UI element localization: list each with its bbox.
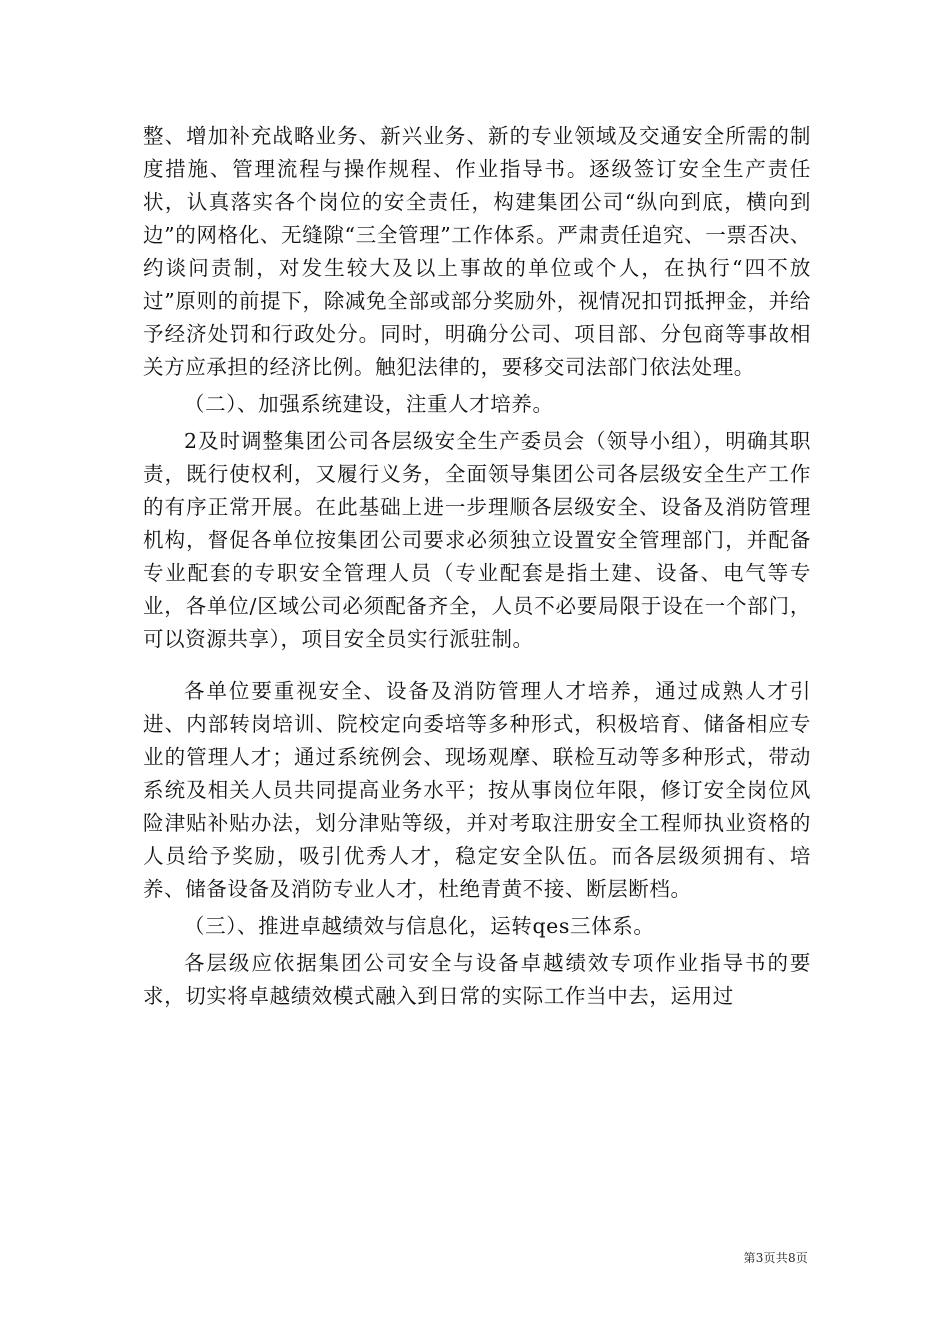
section-heading-2: （二）、加强系统建设，注重人才培养。 <box>184 392 554 416</box>
page-number: 第3页共8页 <box>743 1251 808 1265</box>
paragraph-talent-training: 各单位要重视安全、设备及消防管理人才培养，通过成熟人才引进、内部转岗培训、院校定向委培等多种形式，积极培育、储备相应专业的管理人才；通过系统例会、现场观摩、联检互动等多种形式，带动系统及相关人员共同提高业务水平；按从事岗位年限，修订安全岗位风险津贴补贴办法，划分津贴等级，并对考取注册安全工程师执业资格的人员给予奖励，吸引优秀人才，稳定安全队伍。而各层级须拥有、培养、储备设备及消防专业人才，杜绝青黄不接、断层断档。 <box>143 679 811 901</box>
paragraph-performance-excellence: 各层级应依据集团公司安全与设备卓越绩效专项作业指导书的要求，切实将卓越绩效模式融入到日常的实际工作当中去，运用过 <box>143 951 811 1008</box>
paragraph-system-building: 2及时调整集团公司各层级安全生产委员会（领导小组），明确其职责，既行使权利，又履行义务，全面领导集团公司各层级安全生产工作的有序正常开展。在此基础上进一步理顺各层级安全、设备及消防管理机构，督促各单位按集团公司要求必须独立设置安全管理部门，并配备专业配套的专职安全管理人员（专业配套是指土建、设备、电气等专业，各单位/区域公司必须配备齐全，人员不必要局限于设在一个部门，可以资源共享），项目安全员实行派驻制。 <box>143 429 811 651</box>
document-body <box>143 120 811 1013</box>
section-heading-3: （三）、推进卓越绩效与信息化，运转qes三体系。 <box>184 914 655 938</box>
paragraph-responsibility: 整、增加补充战略业务、新兴业务、新的专业领域及交通安全所需的制度措施、管理流程与操作规程、作业指导书。逐级签订安全生产责任状，认真落实各个岗位的安全责任，构建集团公司“纵向到底，横向到边”的网格化、无缝隙“三全管理”工作体系。严肃责任追究、一票否决、约谈问责制，对发生较大及以上事故的单位或个人，在执行“四不放过”原则的前提下，除减免全部或部分奖励外，视情况扣罚抵押金，并给予经济处罚和行政处分。同时，明确分公司、项目部、分包商等事故相关方应承担的经济比例。触犯法律的，要移交司法部门依法处理。 <box>143 124 811 379</box>
